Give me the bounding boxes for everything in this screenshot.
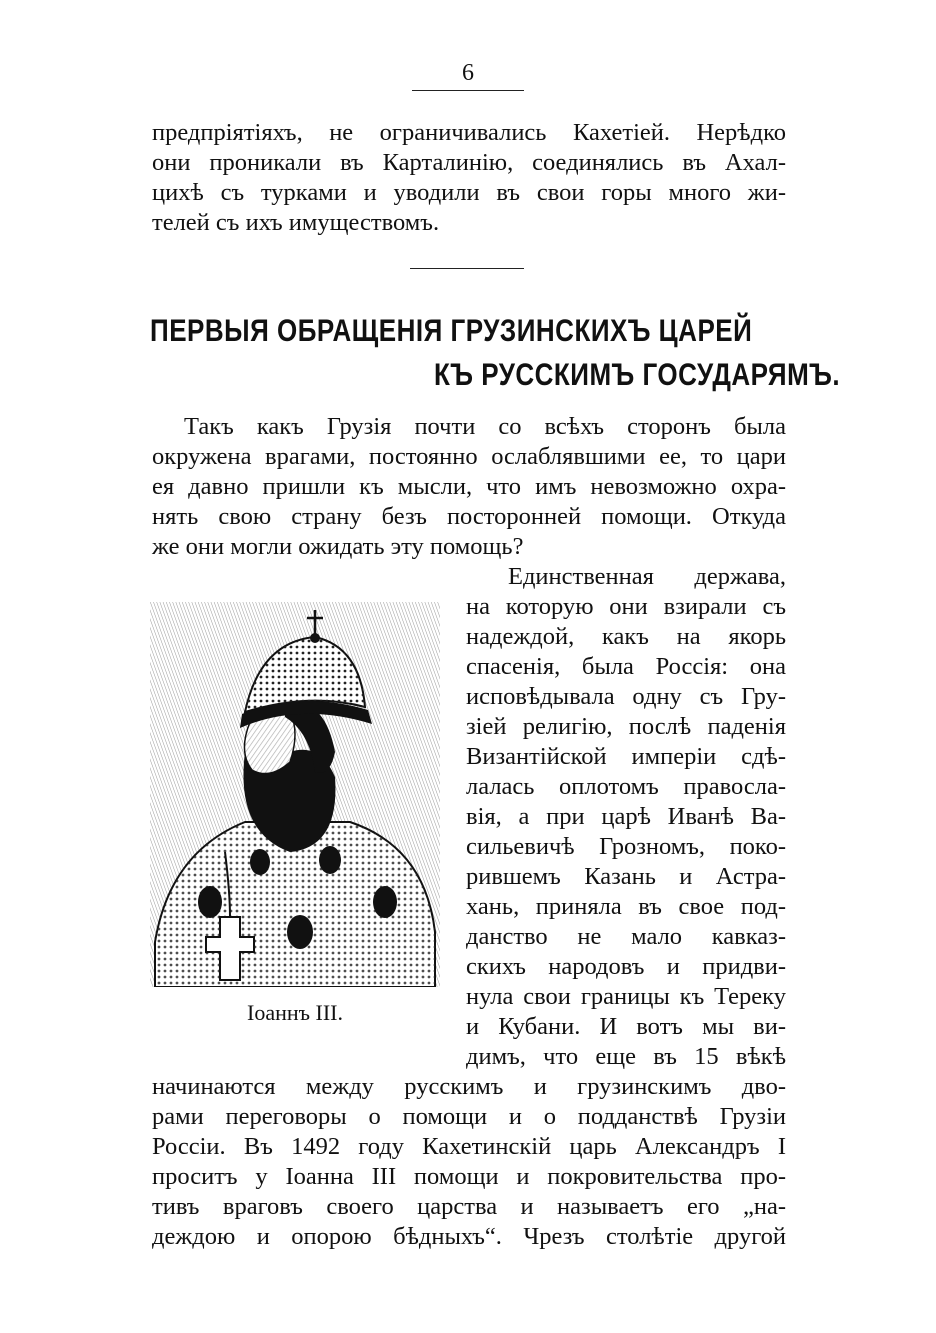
paragraph-line: ея давно пришли къ мысли, что имъ невозможно охра- <box>152 473 786 500</box>
side-column-line: нула свои границы къ Тереку <box>466 983 786 1010</box>
side-column-line: исповѣдывала одну съ Гру- <box>466 683 786 710</box>
section-divider <box>410 268 524 269</box>
side-column-line: сильевичѣ Грозномъ, поко- <box>466 833 786 860</box>
paragraph-line: Россіи. Въ 1492 году Кахетинскій царь Александръ I <box>152 1133 786 1160</box>
paragraph-line: проситъ у Іоанна III помощи и покровительства про- <box>152 1163 786 1190</box>
paragraph-line: окружена врагами, постоянно ослаблявшими ее, то цари <box>152 443 786 470</box>
side-column-line: Единственная держава, <box>508 563 786 590</box>
intro-line: они проникали въ Карталинію, соединялись въ Ахал- <box>152 149 786 176</box>
portrait-caption: Іоаннъ III. <box>247 1000 343 1025</box>
side-column-line: надеждой, какъ на якорь <box>466 623 786 650</box>
paragraph-line: начинаются между русскимъ и грузинскимъ дво- <box>152 1073 786 1100</box>
portrait-engraving <box>150 602 440 987</box>
side-column-line: зіей религію, послѣ паденія <box>466 713 786 740</box>
paragraph-line: рами переговоры о помощи и о подданствѣ Грузіи <box>152 1103 786 1130</box>
intro-line: телей съ ихъ имуществомъ. <box>152 209 440 236</box>
side-column-line: на которую они взирали съ <box>466 593 786 620</box>
section-heading-line-1: ПЕРВЫЯ ОБРАЩЕНІЯ ГРУЗИНСКИХЪ ЦАРЕЙ <box>150 312 753 348</box>
paragraph-line: нять свою страну безъ посторонней помощи. Откуда <box>152 503 786 530</box>
paragraph-line: деждою и опорою бѣдныхъ“. Чрезъ столѣтіе другой <box>152 1223 786 1250</box>
side-column-line: скихъ народовъ и придви- <box>466 953 786 980</box>
side-column-line: и Кубани. И вотъ мы ви- <box>466 1013 786 1040</box>
side-column-line: рившемъ Казань и Астра- <box>466 863 786 890</box>
side-column-line: данство не мало кавказ- <box>466 923 786 950</box>
paragraph-line: же они могли ожидать эту помощь? <box>152 533 524 560</box>
paragraph-line: Такъ какъ Грузія почти со всѣхъ сторонъ была <box>184 413 786 440</box>
section-heading-line-2: КЪ РУССКИМЪ ГОСУДАРЯМЪ. <box>434 356 841 392</box>
side-column-line: спасенія, была Россія: она <box>466 653 786 680</box>
intro-line: цихѣ съ турками и уводили въ свои горы много жи- <box>152 179 786 206</box>
side-column-line: вія, а при царѣ Иванѣ Ва- <box>466 803 786 830</box>
side-column-line: Византійской имперіи сдѣ- <box>466 743 786 770</box>
side-column-line: лалась оплотомъ правосла- <box>466 773 786 800</box>
intro-line: предпріятіяхъ, не ограничивались Кахетіей. Нерѣдко <box>152 119 786 146</box>
top-ornament-rule <box>412 90 524 91</box>
side-column-line: димъ, что еще въ 15 вѣкѣ <box>466 1043 786 1070</box>
paragraph-line: тивъ враговъ своего царства и называетъ его „на- <box>152 1193 786 1220</box>
side-column-line: хань, приняла въ свое под- <box>466 893 786 920</box>
page-number: 6 <box>462 60 474 86</box>
